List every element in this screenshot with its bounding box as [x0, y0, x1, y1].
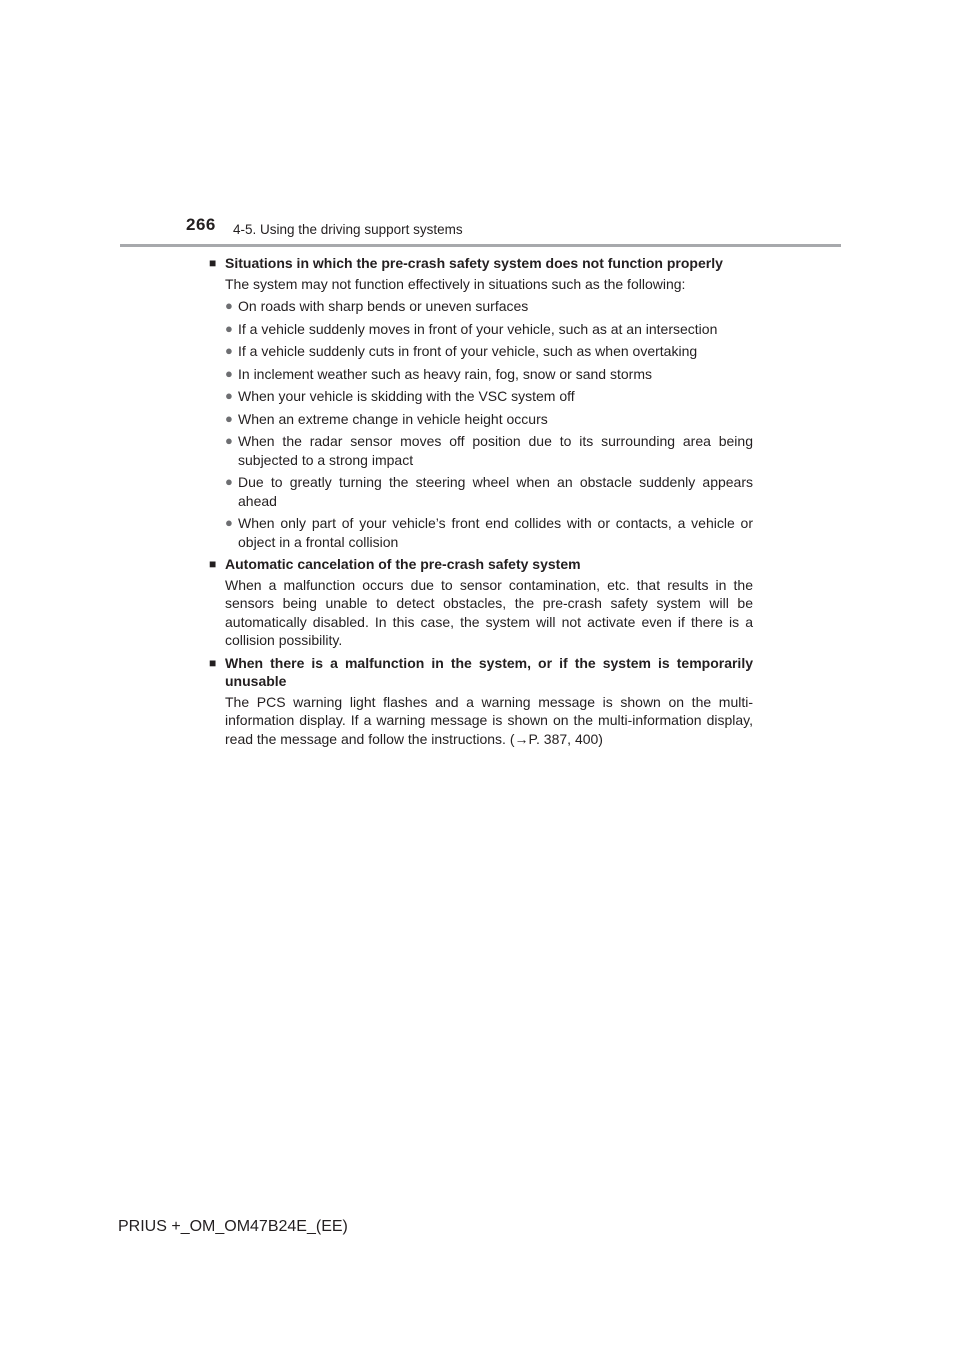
- bullet-dot-icon: ●: [225, 298, 233, 313]
- topic-heading: [209, 654, 753, 691]
- bullet-dot-icon: ●: [225, 365, 233, 381]
- page-content: [209, 254, 753, 752]
- list-item-text: On roads with sharp bends or uneven surfaces: [238, 298, 529, 314]
- page-number: 266: [186, 215, 216, 234]
- bullet-dot-icon: ●: [225, 343, 233, 358]
- header-rule: [120, 244, 841, 247]
- list-item: [225, 365, 753, 384]
- list-item-text: In inclement weather such as heavy rain, fog, snow or sand storms: [238, 365, 652, 382]
- list-item-text: If a vehicle suddenly moves in front of your vehicle, such as at an intersection: [238, 320, 718, 337]
- list-item: [225, 473, 753, 510]
- list-item-text: If a vehicle suddenly cuts in front of your vehicle, such as when overtaking: [238, 343, 698, 359]
- topic-heading-text: Automatic cancelation of the pre-crash safety system: [225, 556, 581, 572]
- list-item: [225, 410, 753, 429]
- paragraph: When a malfunction occurs due to sensor contamination, etc. that results in the sensors being unable to detect obstacles, the pre-crash safety system will be automatically disabled. In this case, the system will not activate even if there is a collision possibility.: [225, 576, 753, 648]
- paragraph: The system may not function effectively in situations such as the following:: [225, 275, 686, 292]
- list-item: [225, 387, 753, 406]
- topic-heading-text: When there is a malfunction in the system, or if the system is temporarily unusable: [225, 654, 753, 689]
- list-item: [225, 342, 753, 361]
- bullet-dot-icon: ●: [225, 410, 233, 426]
- bullet-dot-icon: ●: [225, 474, 233, 489]
- topic-heading-text: Situations in which the pre-crash safety system does not function properly: [225, 255, 723, 271]
- paragraph: The PCS warning light flashes and a warning message is shown on the multi-information display. If a warning message is shown on the multi-information display, read the message and follow the instructions. (→P. 387, 400): [225, 693, 753, 747]
- list-item: [225, 297, 753, 316]
- list-item-text: When your vehicle is skidding with the VSC system off: [238, 388, 575, 404]
- square-marker-icon: ■: [209, 256, 217, 270]
- bullet-dot-icon: ●: [225, 320, 233, 336]
- section-title: 4-5. Using the driving support systems: [233, 222, 463, 237]
- topic-heading: [209, 254, 753, 273]
- square-marker-icon: ■: [209, 655, 217, 670]
- list-item-text: When only part of your vehicle’s front end collides with or contacts, a vehicle or object in a frontal collision: [238, 515, 753, 550]
- list-item: [225, 432, 753, 469]
- list-item-text: When the radar sensor moves off position due to its surrounding area being subjected to a strong impact: [238, 433, 753, 468]
- list-item: [225, 320, 753, 339]
- list-item-text: When an extreme change in vehicle height occurs: [238, 410, 548, 427]
- list-item: [225, 514, 753, 551]
- bullet-dot-icon: ●: [225, 433, 233, 448]
- list-item-text: Due to greatly turning the steering wheel when an obstacle suddenly appears ahead: [238, 474, 753, 509]
- document-id: PRIUS +_OM_OM47B24E_(EE): [118, 1218, 348, 1235]
- bullet-dot-icon: ●: [225, 515, 233, 530]
- topic-heading: [209, 555, 753, 574]
- bullet-dot-icon: ●: [225, 388, 233, 403]
- square-marker-icon: ■: [209, 557, 217, 571]
